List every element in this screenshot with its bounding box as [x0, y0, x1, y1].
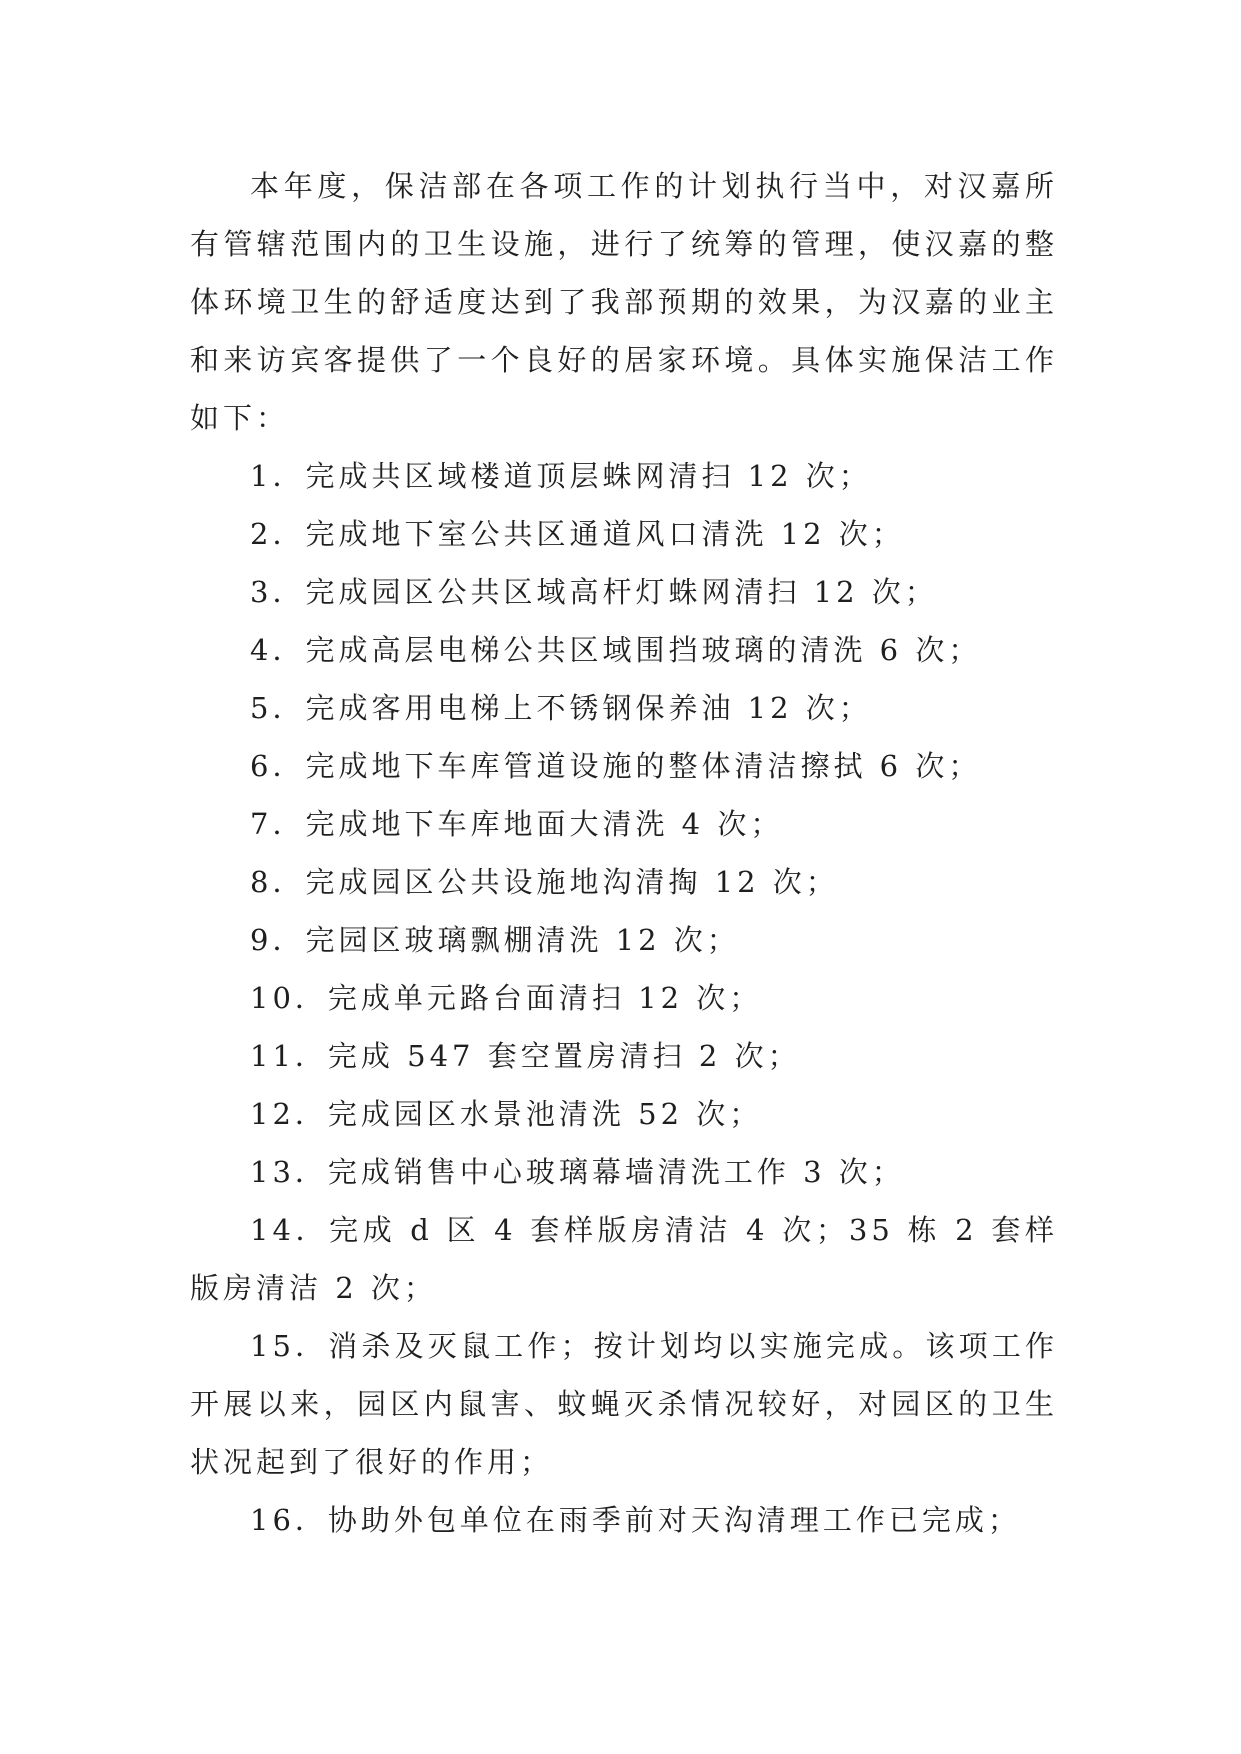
list-item: 11．完成 547 套空置房清扫 2 次； [250, 1039, 801, 1073]
list-item: 12．完成园区水景池清洗 52 次； [250, 1097, 763, 1131]
list-item: 15．消杀及灭鼠工作；按计划均以实施完成。该项工作开展以来，园区内鼠害、蚊蝇灭杀情况较好，对园区的卫生状况起到了很好的作用； [190, 1329, 1058, 1479]
list-item: 4．完成高层电梯公共区域围挡玻璃的清洗 6 次； [250, 633, 982, 667]
list-item: 5．完成客用电梯上不锈钢保养油 12 次； [250, 691, 872, 725]
list-item: 16．协助外包单位在雨季前对天沟清理工作已完成； [250, 1503, 1021, 1537]
list-item: 2．完成地下室公共区通道风口清洗 12 次； [250, 517, 905, 551]
intro-paragraph: 本年度，保洁部在各项工作的计划执行当中，对汉嘉所有管辖范围内的卫生设施，进行了统筹的管理，使汉嘉的整体环境卫生的舒适度达到了我部预期的效果，为汉嘉的业主和来访宾客提供了一个良好的居家环境。具体实施保洁工作如下： [190, 169, 1058, 435]
list-item: 7．完成地下车库地面大清洗 4 次； [250, 807, 784, 841]
list-item: 13．完成销售中心玻璃幕墙清洗工作 3 次； [250, 1155, 905, 1189]
list-item: 9．完园区玻璃飘棚清洗 12 次； [250, 923, 740, 957]
list-item: 14．完成 d 区 4 套样版房清洁 4 次；35 栋 2 套样版房清洁 2 次； [190, 1213, 1058, 1305]
list-item: 8．完成园区公共设施地沟清掏 12 次； [250, 865, 839, 899]
list-item: 3．完成园区公共区域高杆灯蛛网清扫 12 次； [250, 575, 938, 609]
document-body [190, 157, 1058, 1549]
list-item: 6．完成地下车库管道设施的整体清洁擦拭 6 次； [250, 749, 982, 783]
list-item: 1．完成共区域楼道顶层蛛网清扫 12 次； [250, 459, 872, 493]
list-item: 10．完成单元路台面清扫 12 次； [250, 981, 763, 1015]
